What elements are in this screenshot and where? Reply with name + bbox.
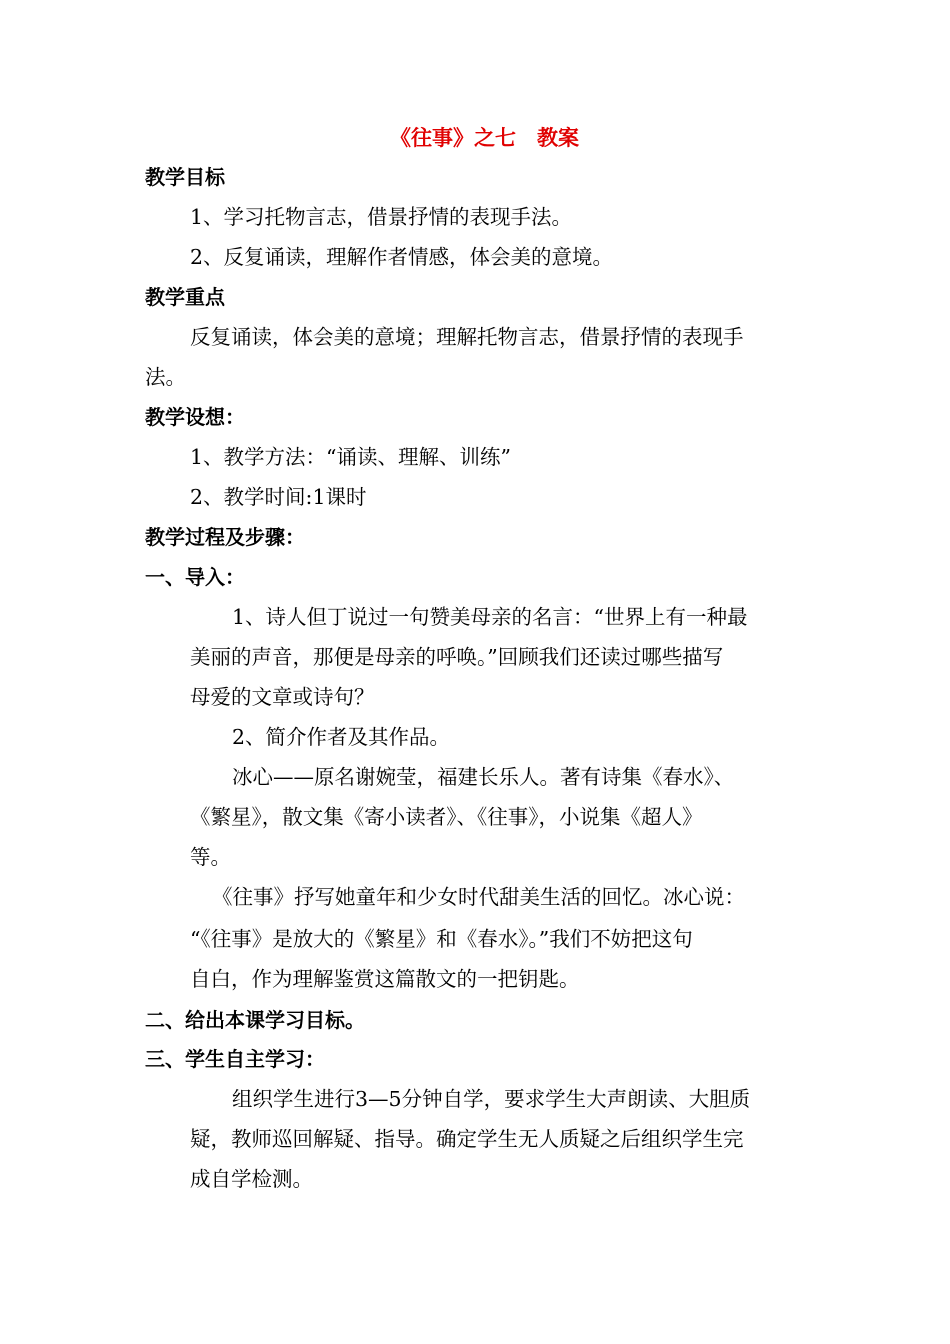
intro-text: 等。 (190, 845, 231, 869)
self-study-text: 疑，教师巡回解疑、指导。确定学生无人质疑之后组织学生完 (190, 1127, 744, 1151)
intro-text: 1、诗人但丁说过一句赞美母亲的名言：“世界上有一种最 (232, 605, 748, 629)
intro-text: 自白，作为理解鉴赏这篇散文的一把钥匙。 (190, 967, 580, 991)
section-heading-process: 教学过程及步骤： (145, 525, 305, 549)
intro-text: 母爱的文章或诗句？ (190, 685, 375, 709)
self-study-text: 组织学生进行3—5分钟自学，要求学生大声朗读、大胆质 (232, 1087, 751, 1111)
intro-text: 冰心——原名谢婉莹，福建长乐人。著有诗集《春水》、 (232, 765, 735, 789)
step-heading-self-study: 三、学生自主学习： (145, 1047, 325, 1071)
goal-item: 2、反复诵读，理解作者情感，体会美的意境。 (190, 245, 614, 269)
section-heading-goals: 教学目标 (145, 165, 225, 189)
page-title: 《往事》之七 教案 (390, 126, 579, 150)
focus-text: 法。 (145, 365, 186, 389)
section-heading-design: 教学设想： (145, 405, 245, 429)
design-item: 2、教学时间:1课时 (190, 485, 367, 509)
intro-text: 美丽的声音，那便是母亲的呼唤。”回顾我们还读过哪些描写 (190, 645, 724, 669)
intro-text: 《往事》抒写她童年和少女时代甜美生活的回忆。冰心说： (212, 885, 745, 909)
section-heading-focus: 教学重点 (145, 285, 225, 309)
design-item: 1、教学方法：“诵读、理解、训练” (190, 445, 512, 469)
step-heading-intro: 一、导入： (145, 565, 245, 589)
intro-text: “《往事》是放大的《繁星》和《春水》。”我们不妨把这句 (190, 927, 693, 951)
intro-text: 《繁星》，散文集《寄小读者》、《往事》，小说集《超人》 (190, 805, 703, 829)
intro-text: 2、简介作者及其作品。 (232, 725, 451, 749)
goal-item: 1、学习托物言志，借景抒情的表现手法。 (190, 205, 573, 229)
step-heading-goals: 二、给出本课学习目标。 (145, 1008, 365, 1032)
self-study-text: 成自学检测。 (190, 1167, 313, 1191)
focus-text: 反复诵读，体会美的意境；理解托物言志，借景抒情的表现手 (190, 325, 744, 349)
